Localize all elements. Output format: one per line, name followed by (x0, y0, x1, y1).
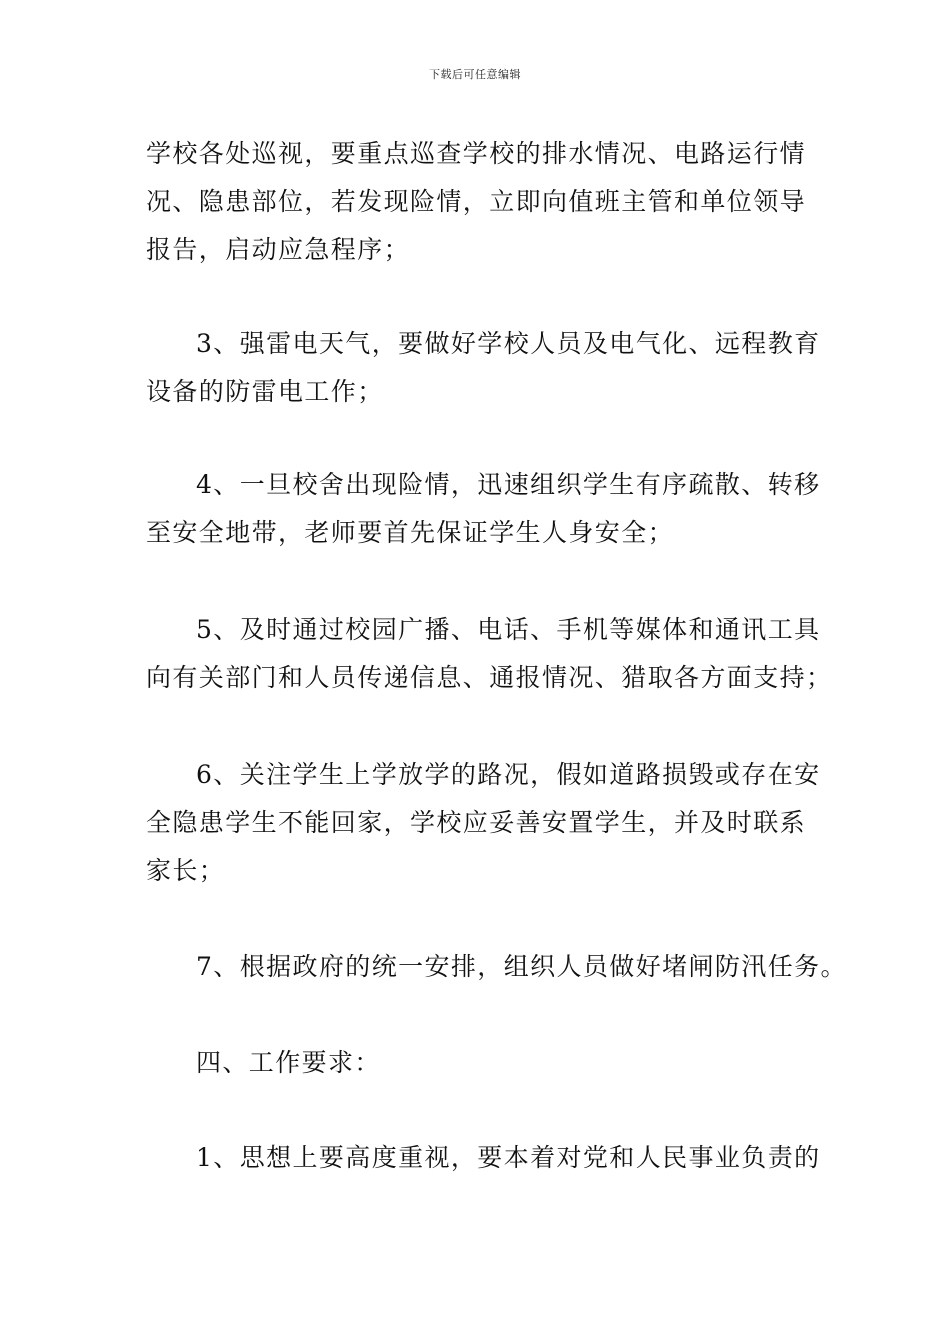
paragraph-line: 设备的防雷电工作； (146, 377, 384, 406)
paragraph-line: 7、根据政府的统一安排，组织人员做好堵闸防汛任务。 (196, 952, 847, 981)
paragraph-5 (146, 751, 821, 895)
document-body (146, 130, 847, 1182)
paragraph-line: 1、思想上要高度重视，要本着对党和人民事业负责的 (196, 1143, 821, 1172)
paragraph-line: 5、及时通过校园广播、电话、手机等媒体和通讯工具 (196, 615, 821, 644)
paragraph-line: 学校各处巡视，要重点巡查学校的排水情况、电路运行情 (146, 139, 807, 168)
paragraph-line: 4、一旦校舍出现险情，迅速组织学生有序疏散、转移 (196, 470, 821, 499)
page-header: 下载后可任意编辑 (429, 68, 521, 81)
paragraph-line: 四、工作要求： (196, 1048, 381, 1077)
paragraph-line: 家长； (146, 856, 226, 885)
section-heading (146, 1039, 810, 1087)
paragraph-line: 况、隐患部位，若发现险情，立即向值班主管和单位领导 (146, 187, 807, 216)
paragraph-line: 全隐患学生不能回家，学校应妥善安置学生，并及时联系 (146, 808, 807, 837)
paragraph-line: 3、强雷电天气，要做好学校人员及电气化、远程教育 (196, 329, 821, 358)
paragraph-3 (146, 461, 821, 557)
paragraph-6 (146, 943, 847, 991)
paragraph-2 (146, 320, 821, 416)
paragraph-1 (146, 130, 810, 274)
paragraph-line: 至安全地带，老师要首先保证学生人身安全； (146, 518, 675, 547)
paragraph-line: 报告，启动应急程序； (146, 235, 411, 264)
paragraph-4 (146, 606, 833, 702)
paragraph-7 (146, 1134, 821, 1182)
paragraph-line: 6、关注学生上学放学的路况，假如道路损毁或存在安 (196, 760, 821, 789)
paragraph-line: 向有关部门和人员传递信息、通报情况、猎取各方面支持； (146, 663, 833, 692)
